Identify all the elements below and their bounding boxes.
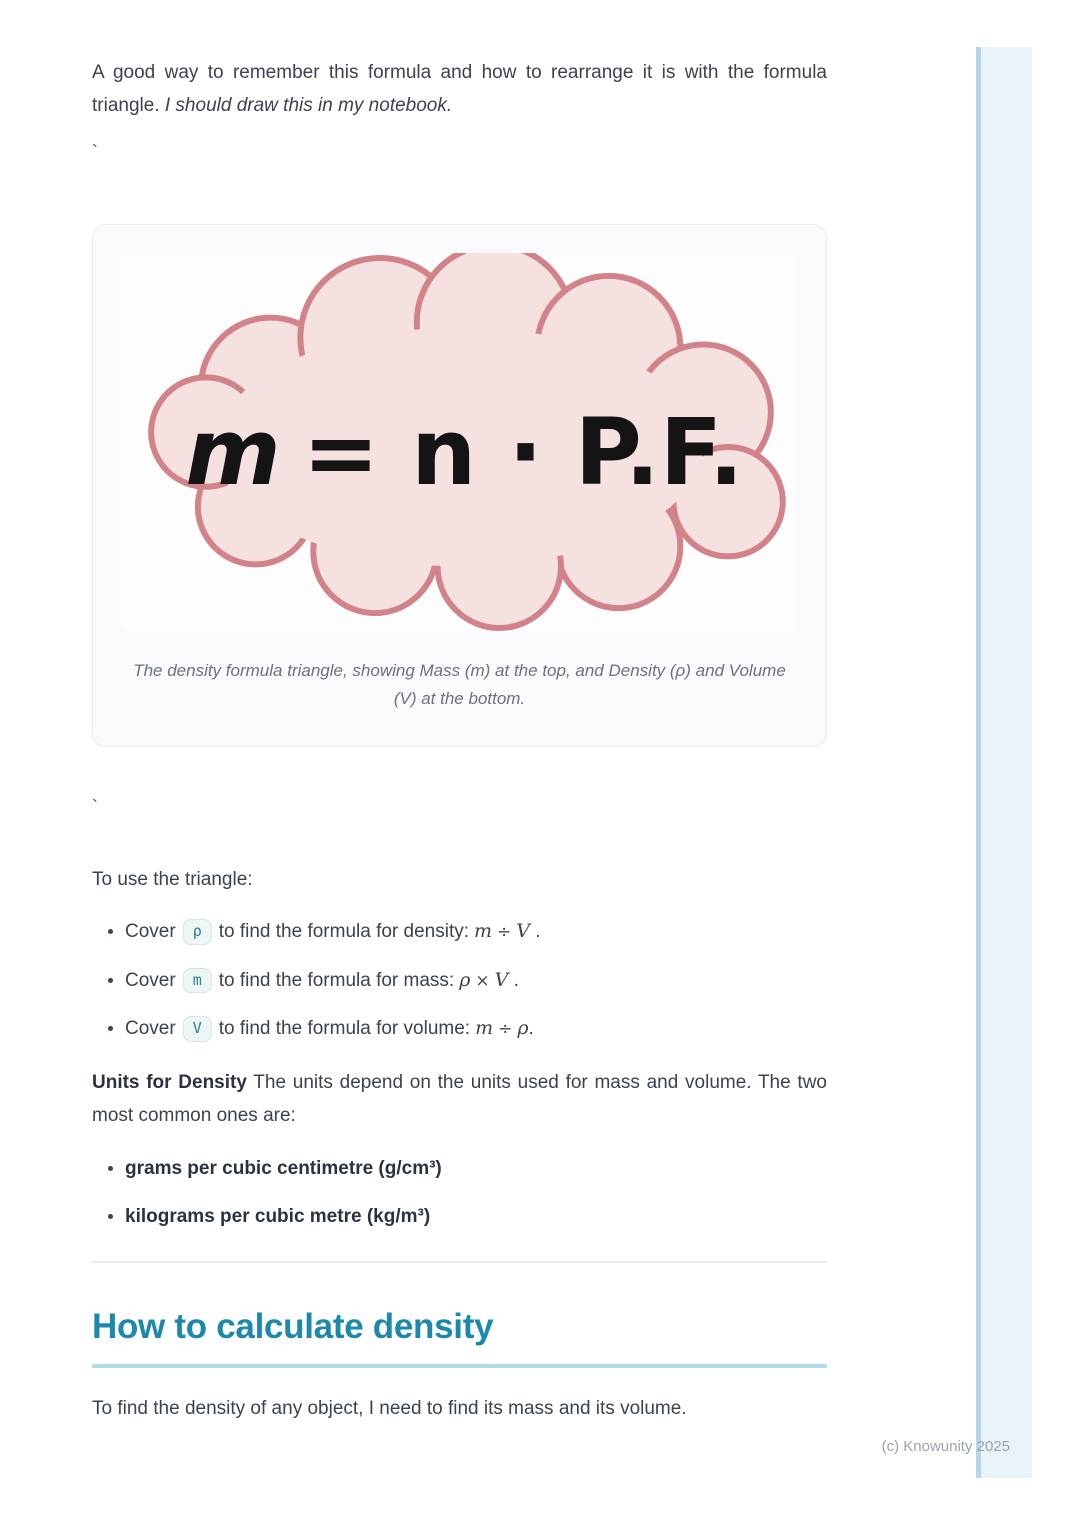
section-title: How to calculate density: [92, 1307, 494, 1346]
title-underline: [92, 1364, 827, 1368]
variable-chip-rho: ρ: [183, 919, 212, 945]
stray-backtick-2: `: [92, 797, 98, 817]
units-lead-bold: Units for Density: [92, 1072, 247, 1093]
usage-end: .: [530, 921, 541, 942]
usage-mid: to find the formula for mass:: [218, 969, 455, 991]
formula-rest: = n · P.F.: [302, 398, 744, 506]
figure-card: [92, 224, 827, 747]
section-body: To find the density of any object, I need to find its mass and its volume.: [92, 1398, 687, 1419]
copyright-footer: (c) Knowunity 2025: [881, 1438, 1010, 1455]
figure-caption: The density formula triangle, showing Mass (m) at the top, and Density (ρ) and Volume (V) at the bottom.: [133, 661, 786, 708]
list-item: [125, 1156, 827, 1183]
section-divider: [92, 1261, 827, 1263]
figure-image: [121, 253, 798, 631]
intro-note-italic: I should draw this in my notebook.: [164, 95, 453, 117]
usage-end: .: [508, 969, 519, 991]
variable-chip-m: m: [183, 968, 212, 994]
list-item: [125, 1015, 827, 1043]
usage-pre: Cover: [125, 969, 176, 991]
unit-gcm3: grams per cubic centimetre (g/cm³): [125, 1158, 442, 1179]
usage-end: .: [528, 1018, 534, 1040]
usage-mid: to find the formula for volume:: [218, 1018, 471, 1040]
usage-pre: Cover: [125, 921, 176, 942]
usage-pre: Cover: [125, 1018, 176, 1040]
list-item: [125, 1204, 827, 1231]
usage-list: [92, 918, 827, 1064]
formula-mass-symbol: m: [185, 398, 281, 506]
stray-backtick-1: `: [92, 142, 98, 162]
list-item: [125, 967, 827, 995]
units-paragraph: [92, 1066, 827, 1132]
usage-lead: To use the triangle:: [92, 869, 253, 890]
document-page: [92, 0, 827, 1528]
units-lead-rest: The units depend on the units used for mass and volume. The two most common ones are:: [92, 1072, 827, 1127]
list-item: [125, 918, 827, 946]
intro-paragraph: [92, 56, 827, 122]
intro-text: A good way to remember this formula and how to rearrange it is with the formula triangle.: [92, 62, 827, 117]
cloud-illustration: [121, 253, 798, 631]
cloud-formula-text: [185, 399, 743, 506]
formula-mass: ρ × V: [459, 968, 509, 991]
variable-chip-v: V: [183, 1016, 212, 1042]
scrollbar-track[interactable]: [976, 47, 1032, 1478]
formula-volume: m ÷ ρ: [475, 1017, 529, 1040]
formula-density: m ÷ V: [474, 920, 531, 942]
units-list: [92, 1156, 827, 1251]
usage-mid: to find the formula for density:: [218, 921, 470, 942]
unit-kgm3: kilograms per cubic metre (kg/m³): [125, 1205, 431, 1227]
